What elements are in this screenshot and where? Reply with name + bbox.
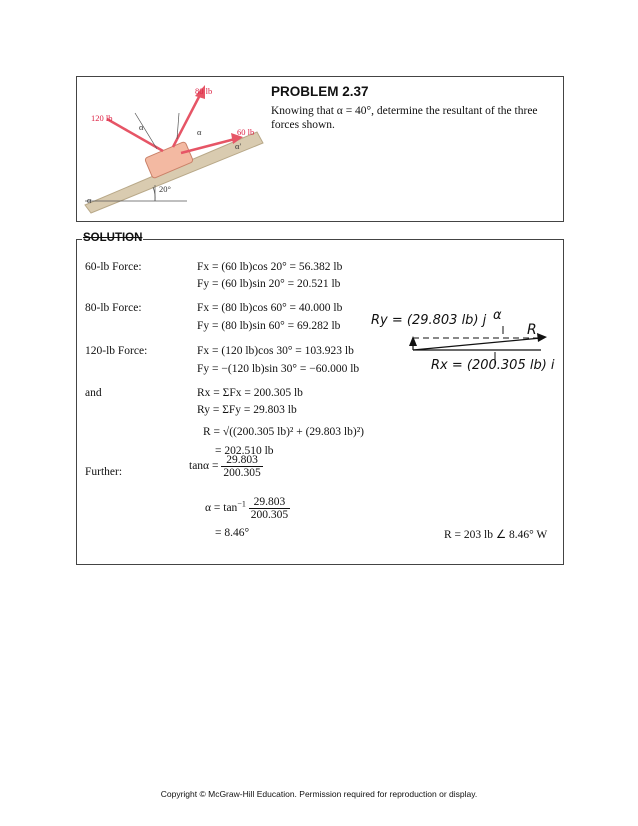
f120-x-eq: Fx = (120 lb)cos 30° = 103.923 lb <box>197 345 354 357</box>
alpha-label-2: α <box>197 127 202 137</box>
copyright-footer: Copyright © McGraw-Hill Education. Permission required for reproduction or display. <box>160 789 478 799</box>
alpha-label-3: α' <box>235 141 241 151</box>
f80-label: 80-lb Force: <box>85 302 142 314</box>
f120-label: 120-lb Force: <box>85 345 148 357</box>
r-value: = 202.510 lb <box>215 445 274 457</box>
force-60-label: 60 lb <box>237 127 255 137</box>
f80-y-eq: Fy = (80 lb)sin 60° = 69.282 lb <box>197 320 341 332</box>
sketch-ry-label: Ry = (29.803 lb) j <box>371 313 487 328</box>
tan-numerator: 29.803 <box>221 454 262 467</box>
f60-x-eq: Fx = (60 lb)cos 20° = 56.382 lb <box>197 261 343 273</box>
ry-eq: Ry = ΣFy = 29.803 lb <box>197 404 297 416</box>
sketch-alpha-label: α <box>493 308 502 323</box>
sketch-r-label: R <box>527 322 537 338</box>
alpha-lhs: α = tan <box>205 502 238 515</box>
alpha-label-bottom: α <box>87 195 92 205</box>
problem-title: PROBLEM 2.37 <box>271 84 369 99</box>
f120-y-eq: Fy = −(120 lb)sin 30° = −60.000 lb <box>197 363 360 375</box>
further-label: Further: <box>85 466 123 478</box>
tan-denominator: 200.305 <box>223 467 261 479</box>
problem-statement: Knowing that α = 40°, determine the resultant of the three forces shown. <box>271 105 538 131</box>
problem-box <box>76 76 564 222</box>
tan-alpha-eq <box>189 454 263 479</box>
tan-lhs: tanα = <box>189 460 219 473</box>
f60-label: 60-lb Force: <box>85 261 142 273</box>
sketch-rx-label: Rx = (200.305 lb) i <box>431 358 555 373</box>
tan-fraction <box>221 454 262 479</box>
final-answer: R = 203 lb ∠ 8.46° W <box>444 529 548 541</box>
f60-y-eq: Fy = (60 lb)sin 20° = 20.521 lb <box>197 278 341 290</box>
alpha-label-1: α <box>139 122 144 132</box>
alpha-value: = 8.46° <box>215 527 250 539</box>
force-80-label: 80 lb <box>195 86 213 96</box>
solution-title: SOLUTION <box>83 232 143 244</box>
alpha-fraction <box>249 496 290 521</box>
force-120-label: 120 lb <box>91 113 113 123</box>
angle-20-label: 20° <box>159 184 171 194</box>
and-label: and <box>85 387 102 399</box>
alpha-eq <box>205 496 290 521</box>
f80-x-eq: Fx = (80 lb)cos 60° = 40.000 lb <box>197 302 343 314</box>
solution-box <box>76 239 564 565</box>
r-magnitude-eq: R = √((200.305 lb)² + (29.803 lb)²) <box>203 426 364 438</box>
alpha-inverse-sup: −1 <box>237 499 246 509</box>
alpha-denominator: 200.305 <box>250 509 289 521</box>
alpha-numerator: 29.803 <box>249 496 290 509</box>
rx-eq: Rx = ΣFx = 200.305 lb <box>197 387 303 399</box>
